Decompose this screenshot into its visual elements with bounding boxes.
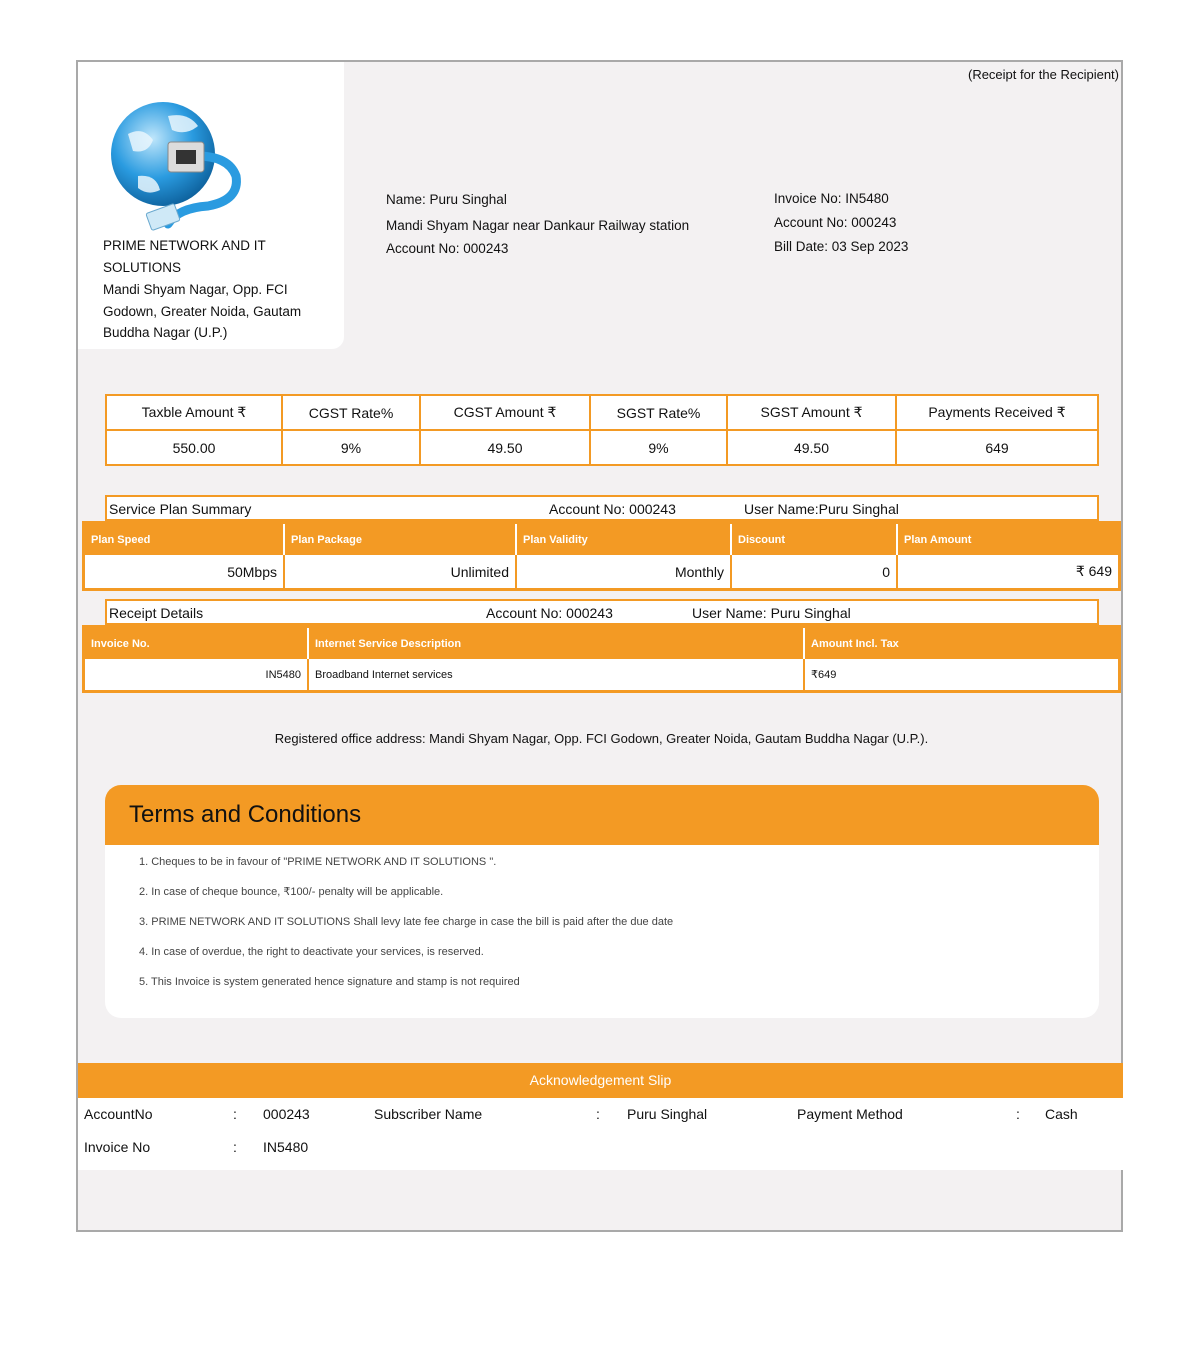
ack-separator: : bbox=[1016, 1106, 1020, 1122]
invoice-sheet bbox=[76, 60, 1123, 1232]
receipt-details-title: Receipt Details bbox=[109, 605, 204, 621]
tax-value-cell: 49.50 bbox=[727, 430, 896, 465]
terms-item: 1. Cheques to be in favour of "PRIME NETWORK AND IT SOLUTIONS ". bbox=[139, 856, 497, 868]
tax-value-cell: 49.50 bbox=[420, 430, 590, 465]
ack-subscriber-label: Subscriber Name bbox=[374, 1106, 483, 1122]
receipt-value-cell: ₹649 bbox=[804, 659, 1120, 692]
acknowledgement-title: Acknowledgement Slip bbox=[78, 1063, 1123, 1098]
invoice-info bbox=[774, 187, 908, 259]
customer-name: Name: Puru Singhal bbox=[386, 192, 507, 207]
terms-item: 4. In case of overdue, the right to deactivate your services, is reserved. bbox=[139, 946, 484, 958]
tax-header-cell: SGST Rate% bbox=[590, 395, 727, 430]
plan-header-row bbox=[84, 523, 1120, 556]
tax-header-row bbox=[106, 395, 1098, 430]
plan-header-cell: Discount bbox=[731, 523, 897, 556]
receipt-details-bar bbox=[105, 599, 1099, 625]
tax-value-cell: 649 bbox=[896, 430, 1098, 465]
ack-invoice-value: IN5480 bbox=[263, 1139, 309, 1155]
plan-value-cell: Unlimited bbox=[284, 555, 516, 590]
customer-info bbox=[386, 187, 689, 262]
ack-payment-value: Cash bbox=[1045, 1106, 1078, 1122]
receipt-value-cell: IN5480 bbox=[84, 659, 309, 692]
plan-header-cell: Plan Speed bbox=[84, 523, 285, 556]
receipt-value-cell: Broadband Internet services bbox=[308, 659, 804, 692]
tax-header-cell: CGST Rate% bbox=[282, 395, 420, 430]
receipt-details-account: Account No: 000243 bbox=[486, 605, 613, 621]
service-summary-user: User Name:Puru Singhal bbox=[744, 501, 899, 517]
terms-box bbox=[105, 785, 1099, 1018]
receipt-table bbox=[82, 625, 1121, 693]
invoice-number: Invoice No: IN5480 bbox=[774, 191, 889, 206]
company-address: Mandi Shyam Nagar, Opp. FCI Godown, Greater Noida, Gautam Buddha Nagar (U.P.) bbox=[103, 282, 302, 340]
ack-separator: : bbox=[233, 1106, 237, 1122]
receipt-details-user: User Name: Puru Singhal bbox=[692, 605, 851, 621]
customer-address: Mandi Shyam Nagar near Dankaur Railway station bbox=[386, 218, 690, 233]
terms-item: 2. In case of cheque bounce, ₹100/- penalty will be applicable. bbox=[139, 886, 444, 898]
ack-separator: : bbox=[596, 1106, 600, 1122]
globe-network-cable-icon bbox=[108, 96, 258, 236]
company-name: PRIME NETWORK AND IT SOLUTIONS bbox=[103, 238, 266, 275]
plan-value-row bbox=[84, 555, 1120, 590]
ack-payment-label: Payment Method bbox=[797, 1106, 903, 1122]
plan-table bbox=[82, 521, 1121, 591]
service-summary-account: Account No: 000243 bbox=[549, 501, 676, 517]
receipt-header-cell: Amount Incl. Tax bbox=[804, 627, 1120, 660]
terms-list bbox=[105, 845, 1099, 1005]
tax-table bbox=[105, 394, 1099, 466]
tax-header-cell: CGST Amount ₹ bbox=[420, 395, 590, 430]
recipient-note: (Receipt for the Recipient) bbox=[967, 67, 1119, 82]
tax-value-cell: 9% bbox=[590, 430, 727, 465]
terms-title: Terms and Conditions bbox=[105, 785, 1099, 845]
logo-panel bbox=[78, 62, 344, 349]
service-summary-bar bbox=[105, 495, 1099, 521]
plan-header-cell: Plan Amount bbox=[897, 523, 1120, 556]
tax-value-row bbox=[106, 430, 1098, 465]
ack-subscriber-value: Puru Singhal bbox=[627, 1106, 708, 1122]
ack-account-label: AccountNo bbox=[84, 1106, 153, 1122]
customer-account: Account No: 000243 bbox=[386, 241, 509, 256]
ack-separator: : bbox=[233, 1139, 237, 1155]
service-summary-title: Service Plan Summary bbox=[109, 501, 252, 517]
plan-value-cell: Monthly bbox=[516, 555, 731, 590]
acknowledgement-slip bbox=[78, 1098, 1123, 1170]
tax-value-cell: 9% bbox=[282, 430, 420, 465]
registered-office-address: Registered office address: Mandi Shyam Nagar, Opp. FCI Godown, Greater Noida, Gautam Buddha Nagar (U.P.). bbox=[274, 731, 929, 746]
tax-header-cell: Taxble Amount ₹ bbox=[106, 395, 282, 430]
receipt-header-row bbox=[84, 627, 1120, 660]
ack-account-value: 000243 bbox=[263, 1106, 310, 1122]
tax-header-cell: SGST Amount ₹ bbox=[727, 395, 896, 430]
plan-value-cell: ₹ 649 bbox=[897, 555, 1120, 590]
invoice-account: Account No: 000243 bbox=[774, 215, 897, 230]
ack-invoice-label: Invoice No bbox=[84, 1139, 151, 1155]
terms-item: 3. PRIME NETWORK AND IT SOLUTIONS Shall levy late fee charge in case the bill is paid after the due date bbox=[139, 916, 674, 928]
company-info bbox=[103, 235, 343, 344]
terms-item: 5. This Invoice is system generated hence signature and stamp is not required bbox=[139, 976, 520, 988]
plan-header-cell: Plan Validity bbox=[516, 523, 731, 556]
plan-header-cell: Plan Package bbox=[284, 523, 516, 556]
receipt-header-cell: Internet Service Description bbox=[308, 627, 804, 660]
plan-value-cell: 50Mbps bbox=[84, 555, 285, 590]
receipt-value-row bbox=[84, 659, 1120, 692]
bill-date: Bill Date: 03 Sep 2023 bbox=[774, 239, 909, 254]
receipt-header-cell: Invoice No. bbox=[84, 627, 309, 660]
tax-value-cell: 550.00 bbox=[106, 430, 282, 465]
tax-header-cell: Payments Received ₹ bbox=[896, 395, 1098, 430]
plan-value-cell: 0 bbox=[731, 555, 897, 590]
